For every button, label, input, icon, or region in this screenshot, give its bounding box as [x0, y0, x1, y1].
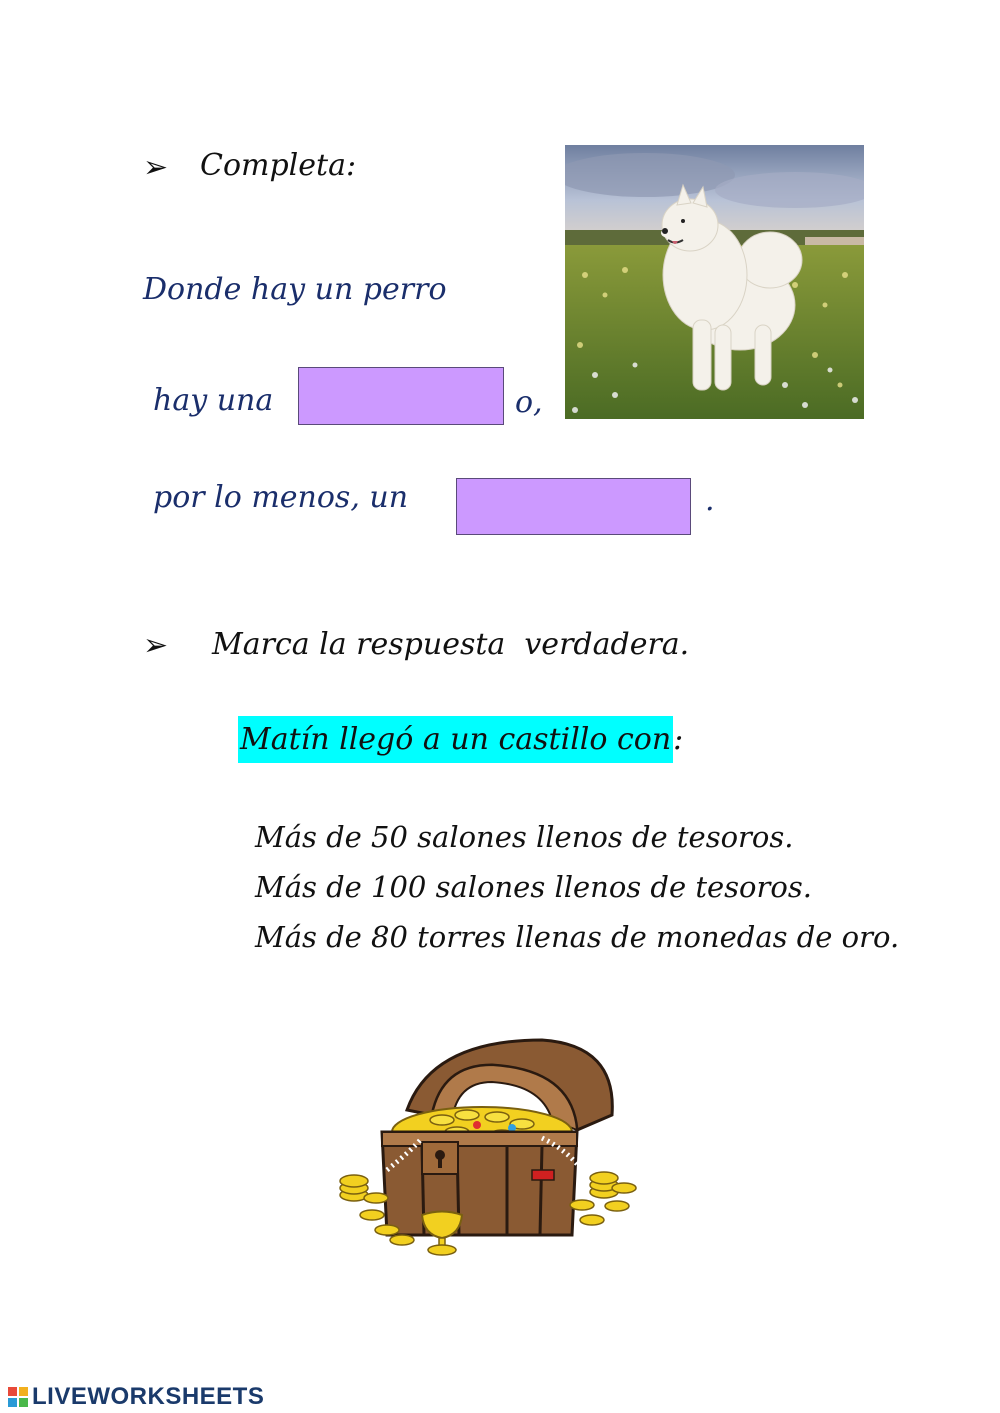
sentence-line-3-suffix: . [705, 483, 715, 518]
sentence-line-3-prefix: por lo menos, un [153, 480, 409, 515]
answer-options [255, 820, 899, 970]
completa-heading: Completa: [200, 148, 357, 183]
sentence-line-1: Donde hay un perro [143, 272, 447, 307]
question-colon: : [673, 722, 684, 757]
treasure-chest-image [292, 1020, 692, 1260]
logo-icon [8, 1387, 28, 1407]
answer-option-3[interactable]: Más de 80 torres llenas de monedas de oro. [255, 920, 900, 954]
blank-input-2[interactable] [456, 478, 691, 535]
dog-photo [565, 145, 864, 419]
bullet-arrow-icon: ➢ [143, 150, 169, 185]
liveworksheets-logo [8, 1383, 264, 1411]
question [238, 722, 683, 757]
blank-input-1[interactable] [298, 367, 504, 425]
bullet-arrow-icon: ➢ [143, 628, 169, 663]
sentence-line-2-suffix: o, [515, 385, 543, 420]
brand-name: LIVEWORKSHEETS [32, 1383, 265, 1410]
marca-heading: Marca la respuesta verdadera. [212, 627, 690, 662]
sentence-line-2-prefix: hay una [153, 383, 274, 418]
question-highlighted: Matín llegó a un castillo con [238, 716, 673, 763]
answer-option-1[interactable]: Más de 50 salones llenos de tesoros. [255, 820, 794, 854]
answer-option-2[interactable]: Más de 100 salones llenos de tesoros. [255, 870, 812, 904]
